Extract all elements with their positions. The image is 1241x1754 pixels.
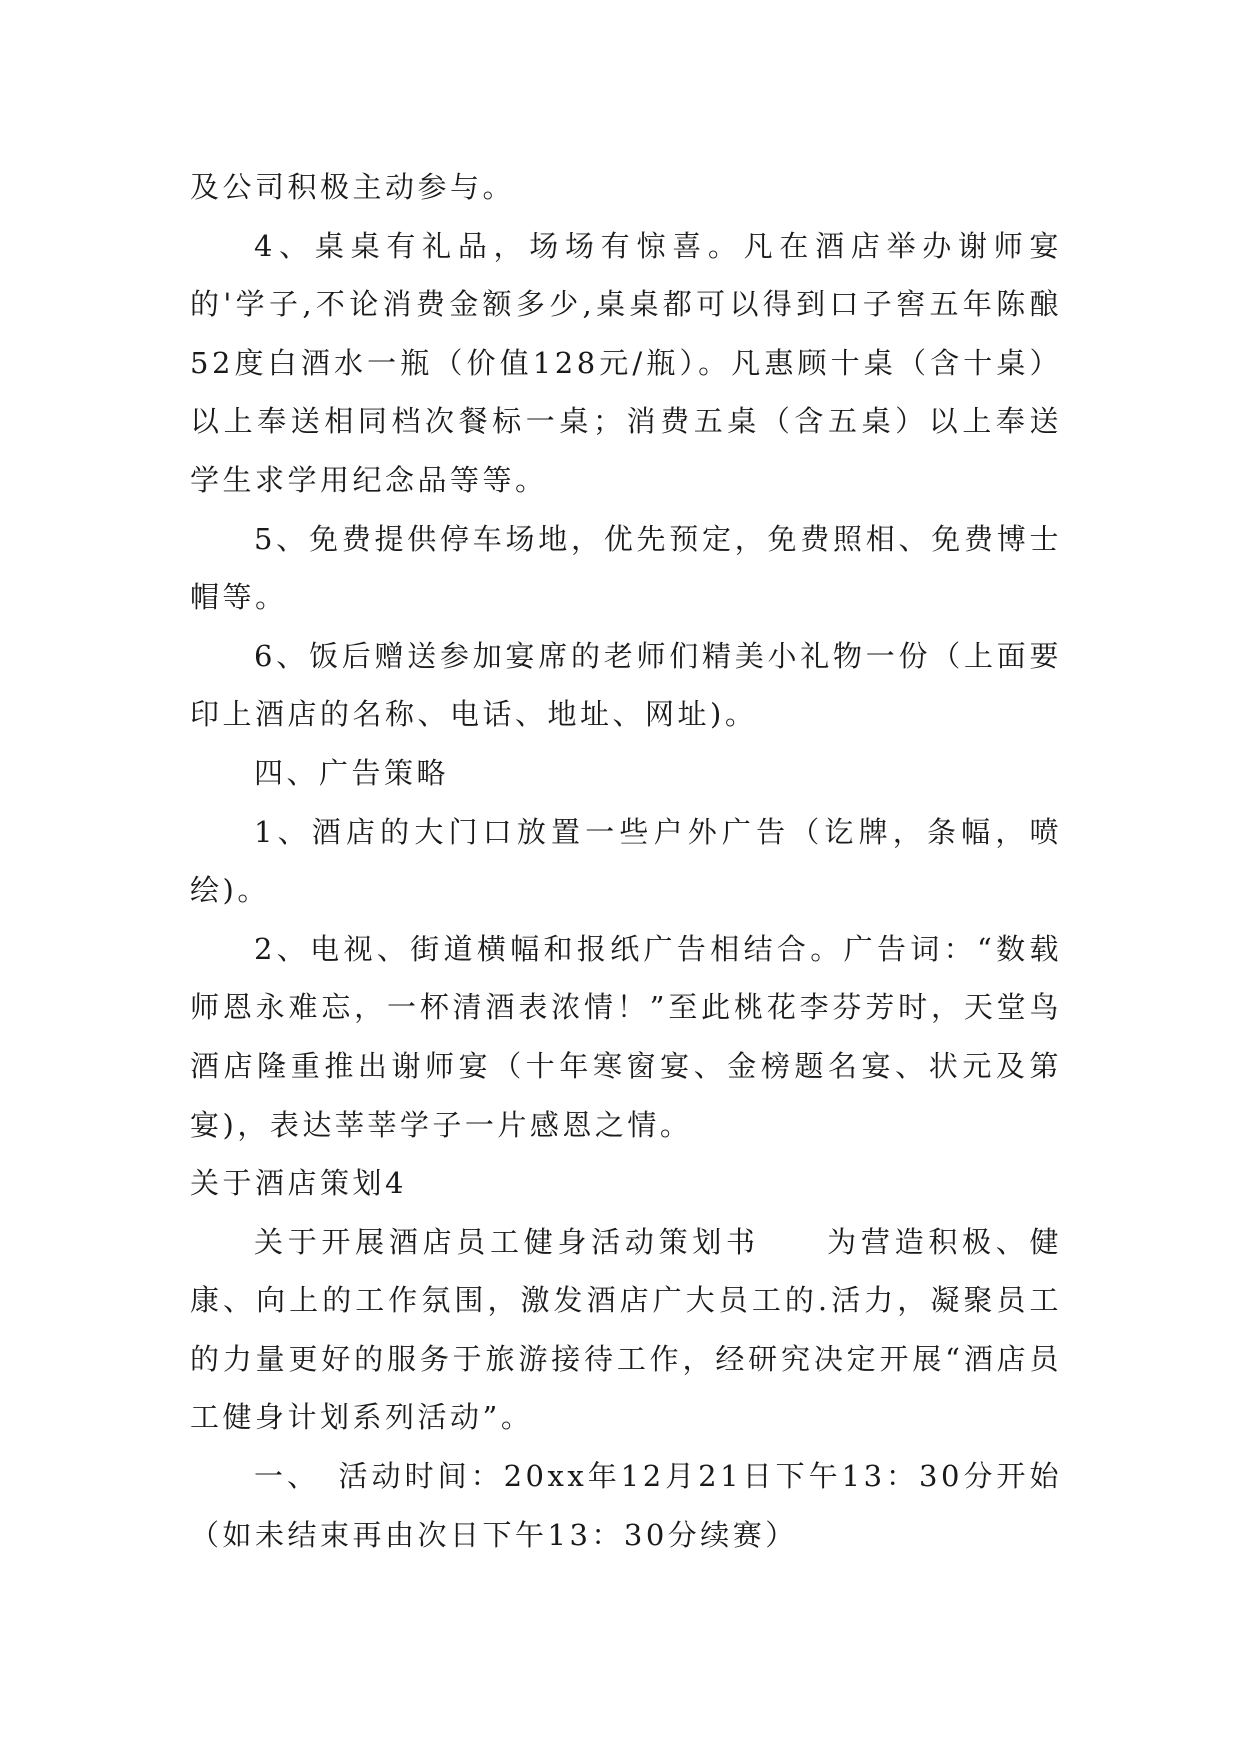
document-page bbox=[190, 158, 1062, 1564]
section-heading-ad-strategy: 四、广告策略 bbox=[254, 755, 450, 790]
paragraph-outdoor-ads: 1、酒店的大门口放置一些户外广告（讫牌，条幅，喷绘)。 bbox=[190, 814, 1062, 908]
paragraph-activity-time: 一、 活动时间：20xx年12月21日下午13：30分开始（如未结束再由次日下午13：30分续赛） bbox=[190, 1459, 1062, 1552]
paragraph-parking: 5、免费提供停车场地，优先预定，免费照相、免费博士帽等。 bbox=[190, 521, 1062, 615]
section-title-plan-4: 关于酒店策划4 bbox=[190, 1166, 407, 1201]
paragraph-media-ads: 2、电视、街道横幅和报纸广告相结合。广告词：“数载师恩永难忘，一杯清酒表浓情！”至此桃花李芬芳时，天堂鸟酒店隆重推出谢师宴（十年寒窗宴、金榜题名宴、状元及第宴)，表达莘莘学子一片感恩之情。 bbox=[190, 931, 1062, 1142]
paragraph-teacher-gifts: 6、饭后赠送参加宴席的老师们精美小礼物一份（上面要印上酒店的名称、电话、地址、网址)。 bbox=[190, 638, 1062, 732]
paragraph-fitness-intro: 关于开展酒店员工健身活动策划书 为营造积极、健康、向上的工作氛围，激发酒店广大员工的.活力，凝聚员工的力量更好的服务于旅游接待工作，经研究决定开展“酒店员工健身计划系列活动”。 bbox=[190, 1224, 1062, 1435]
paragraph-gifts: 4、桌桌有礼品，场场有惊喜。凡在酒店举办谢师宴的'学子,不论消费金额多少,桌桌都可以得到口子窖五年陈酿52度白酒水一瓶（价值128元/瓶）。凡惠顾十桌（含十桌）以上奉送相同档次餐标一桌；消费五桌（含五桌）以上奉送学生求学用纪念品等等。 bbox=[190, 228, 1062, 497]
paragraph-participation: 及公司积极主动参与。 bbox=[190, 170, 516, 204]
